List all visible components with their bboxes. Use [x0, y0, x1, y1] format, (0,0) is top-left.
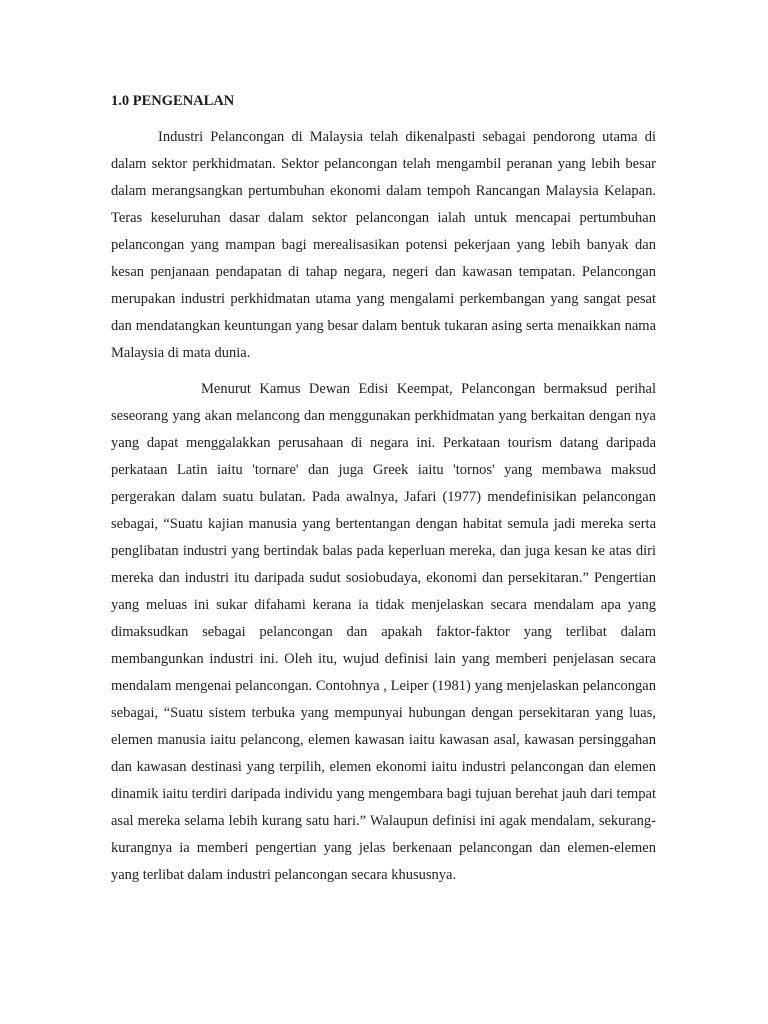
- section-heading: 1.0 PENGENALAN: [111, 93, 235, 109]
- paragraph-definition: Menurut Kamus Dewan Edisi Keempat, Pelancongan bermaksud perihal seseorang yang akan melancong dan menggunakan perkhidmatan yang berkaitan dengan nya yang dapat menggalakkan perusahaan di negara ini. Perkataan tourism datang daripada perkataan Latin iaitu 'tornare' dan juga Greek iaitu 'tornos' yang membawa maksud pergerakan dalam suatu bulatan. Pada awalnya, Jafari (1977) mendefinisikan pelancongan sebagai, “Suatu kajian manusia yang bertentangan dengan habitat semula jadi mereka serta penglibatan industri yang bertindak balas pada keperluan mereka, dan juga kesan ke atas diri mereka dan industri itu daripada sudut sosiobudaya, ekonomi dan persekitaran.” Pengertian yang meluas ini sukar difahami kerana ia tidak menjelaskan secara mendalam apa yang dimaksudkan sebagai pelancongan dan apakah faktor-faktor yang terlibat dalam membangunkan industri ini. Oleh itu, wujud definisi lain yang memberi penjelasan secara mendalam mengenai pelancongan. Contohnya , Leiper (1981) yang menjelaskan pelancongan sebagai, “Suatu sistem terbuka yang mempunyai hubungan dengan persekitaran yang luas, elemen manusia iaitu pelancong, elemen kawasan iaitu kawasan asal, kawasan persinggahan dan kawasan destinasi yang terpilih, elemen ekonomi iaitu industri pelancongan dan elemen dinamik iaitu terdiri daripada individu yang mengembara bagi tujuan berehat jauh dari tempat asal mereka selama lebih kurang satu hari.” Walaupun definisi ini agak mendalam, sekurang-kurangnya ia memberi pengertian yang jelas berkenaan pelancongan dan elemen-elemen yang terlibat dalam industri pelancongan secara khususnya.: [111, 381, 656, 883]
- paragraph-introduction: Industri Pelancongan di Malaysia telah dikenalpasti sebagai pendorong utama di dalam sektor perkhidmatan. Sektor pelancongan telah mengambil peranan yang lebih besar dalam merangsangkan pertumbuhan ekonomi dalam tempoh Rancangan Malaysia Kelapan. Teras keseluruhan dasar dalam sektor pelancongan ialah untuk mencapai pertumbuhan pelancongan yang mampan bagi merealisasikan potensi pekerjaan yang lebih banyak dan kesan penjanaan pendapatan di tahap negara, negeri dan kawasan tempatan. Pelancongan merupakan industri perkhidmatan utama yang mengalami perkembangan yang sangat pesat dan mendatangkan keuntungan yang besar dalam bentuk tukaran asing serta menaikkan nama Malaysia di mata dunia.: [111, 129, 656, 361]
